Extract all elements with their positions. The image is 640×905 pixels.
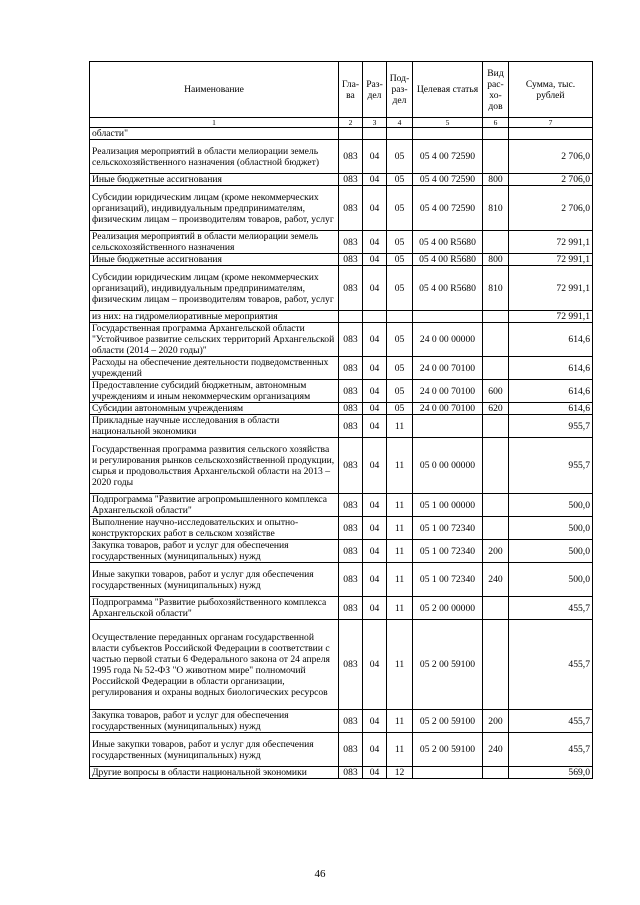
row-podrazdel: 05 [387, 357, 413, 380]
row-expense-type [483, 438, 509, 494]
row-razdel: 04 [363, 710, 387, 733]
row-podrazdel: 11 [387, 540, 413, 563]
column-number: 4 [387, 118, 413, 128]
row-target-article [413, 767, 483, 779]
row-name: Подпрограмма "Развитие агропромышленного комплекса Архангельской области" [90, 494, 339, 517]
row-razdel: 04 [363, 254, 387, 266]
row-target-article: 05 1 00 72340 [413, 517, 483, 540]
row-sum: 72 991,1 [509, 266, 593, 311]
row-podrazdel: 11 [387, 438, 413, 494]
row-expense-type [483, 357, 509, 380]
row-expense-type [483, 415, 509, 438]
row-target-article: 05 4 00 R5680 [413, 266, 483, 311]
table-row [90, 733, 593, 767]
row-podrazdel: 12 [387, 767, 413, 779]
table-row [90, 620, 593, 710]
row-target-article: 05 4 00 72590 [413, 140, 483, 174]
row-expense-type: 200 [483, 710, 509, 733]
row-target-article: 05 1 00 00000 [413, 494, 483, 517]
row-sum: 500,0 [509, 494, 593, 517]
table-row [90, 494, 593, 517]
row-expense-type [483, 311, 509, 323]
row-podrazdel: 11 [387, 517, 413, 540]
row-name: Иные закупки товаров, работ и услуг для обеспечения государственных (муниципальных) нужд [90, 733, 339, 767]
table-row [90, 710, 593, 733]
row-expense-type [483, 323, 509, 357]
row-podrazdel: 11 [387, 733, 413, 767]
row-target-article: 05 4 00 R5680 [413, 254, 483, 266]
row-name: Закупка товаров, работ и услуг для обеспечения государственных (муниципальных) нужд [90, 710, 339, 733]
row-podrazdel: 11 [387, 710, 413, 733]
row-podrazdel: 05 [387, 254, 413, 266]
row-sum: 500,0 [509, 517, 593, 540]
row-podrazdel [387, 311, 413, 323]
budget-table [89, 61, 593, 779]
table-row [90, 767, 593, 779]
row-podrazdel: 11 [387, 494, 413, 517]
row-razdel: 04 [363, 174, 387, 186]
column-number: 3 [363, 118, 387, 128]
row-expense-type [483, 517, 509, 540]
row-target-article: 05 1 00 72340 [413, 563, 483, 597]
table-row [90, 254, 593, 266]
table-row [90, 266, 593, 311]
row-target-article: 05 4 00 R5680 [413, 231, 483, 254]
column-number: 1 [90, 118, 339, 128]
row-glava: 083 [339, 540, 363, 563]
table-row [90, 438, 593, 494]
row-target-article [413, 311, 483, 323]
row-sum: 500,0 [509, 540, 593, 563]
row-name: области" [90, 128, 339, 140]
header-name: Наименование [90, 62, 339, 118]
row-glava: 083 [339, 767, 363, 779]
column-number: 6 [483, 118, 509, 128]
row-name: Государственная программа Архангельской области "Устойчивое развитие сельских территорий Архангельской области (2014 – 2020 годы)" [90, 323, 339, 357]
row-target-article: 24 0 00 70100 [413, 380, 483, 403]
row-name: Субсидии автономным учреждениям [90, 403, 339, 415]
header-target-article: Целевая статья [413, 62, 483, 118]
row-razdel: 04 [363, 357, 387, 380]
table-row [90, 415, 593, 438]
row-razdel: 04 [363, 438, 387, 494]
row-razdel: 04 [363, 767, 387, 779]
row-target-article: 05 2 00 59100 [413, 620, 483, 710]
row-name: Иные закупки товаров, работ и услуг для обеспечения государственных (муниципальных) нужд [90, 563, 339, 597]
row-expense-type: 200 [483, 540, 509, 563]
row-podrazdel: 05 [387, 266, 413, 311]
header-razdel: Раз-дел [363, 62, 387, 118]
row-glava: 083 [339, 174, 363, 186]
column-number-row [90, 118, 593, 128]
row-glava: 083 [339, 710, 363, 733]
row-name: Реализация мероприятий в области мелиорации земель сельскохозяйственного назначения [90, 231, 339, 254]
row-razdel: 04 [363, 597, 387, 620]
row-expense-type: 810 [483, 186, 509, 231]
header-podrazdel: Под-раз-дел [387, 62, 413, 118]
row-podrazdel [387, 128, 413, 140]
row-expense-type [483, 767, 509, 779]
row-sum: 72 991,1 [509, 311, 593, 323]
row-sum: 455,7 [509, 620, 593, 710]
header-glava: Гла-ва [339, 62, 363, 118]
row-podrazdel: 05 [387, 231, 413, 254]
row-podrazdel: 11 [387, 597, 413, 620]
row-glava: 083 [339, 415, 363, 438]
row-expense-type [483, 140, 509, 174]
page-number: 46 [314, 868, 326, 880]
row-target-article [413, 128, 483, 140]
row-razdel: 04 [363, 494, 387, 517]
row-glava: 083 [339, 231, 363, 254]
row-sum: 455,7 [509, 733, 593, 767]
table-row [90, 597, 593, 620]
row-sum: 72 991,1 [509, 254, 593, 266]
row-name: Прикладные научные исследования в области национальной экономики [90, 415, 339, 438]
row-name: Иные бюджетные ассигнования [90, 254, 339, 266]
row-target-article: 24 0 00 00000 [413, 323, 483, 357]
row-razdel: 04 [363, 733, 387, 767]
row-name: Государственная программа развития сельского хозяйства и регулирования рынков сельскохозяйственной продукции, сырья и продовольствия Архангельской области на 2013 – 2020 годы [90, 438, 339, 494]
row-glava: 083 [339, 403, 363, 415]
row-expense-type: 240 [483, 733, 509, 767]
row-name: Расходы на обеспечение деятельности подведомственных учреждений [90, 357, 339, 380]
row-sum: 2 706,0 [509, 140, 593, 174]
row-name: Осуществление переданных органам государственной власти субъектов Российской Федерации в соответствии с частью первой статьи 6 Федерального закона от 24 апреля 1995 года № 52-ФЗ "О животном мире" полномочий Российской Федерации в области организации, регулирования и охраны водных биологических ресурсов [90, 620, 339, 710]
table-row [90, 563, 593, 597]
header-sum: Сумма, тыс. рублей [509, 62, 593, 118]
row-name: Субсидии юридическим лицам (кроме некоммерческих организаций), индивидуальным предпринимателям, физическим лицам – производителям товаров, работ, услуг [90, 266, 339, 311]
row-sum [509, 128, 593, 140]
row-razdel [363, 128, 387, 140]
row-expense-type: 800 [483, 174, 509, 186]
row-podrazdel: 11 [387, 620, 413, 710]
row-name: Другие вопросы в области национальной экономики [90, 767, 339, 779]
row-podrazdel: 05 [387, 140, 413, 174]
row-target-article [413, 415, 483, 438]
column-number: 5 [413, 118, 483, 128]
row-razdel: 04 [363, 140, 387, 174]
table-row [90, 140, 593, 174]
row-expense-type: 600 [483, 380, 509, 403]
row-sum: 72 991,1 [509, 231, 593, 254]
row-target-article: 24 0 00 70100 [413, 357, 483, 380]
row-expense-type: 800 [483, 254, 509, 266]
row-expense-type: 810 [483, 266, 509, 311]
row-expense-type [483, 620, 509, 710]
table-row [90, 174, 593, 186]
row-sum: 614,6 [509, 403, 593, 415]
row-podrazdel: 11 [387, 415, 413, 438]
row-expense-type [483, 231, 509, 254]
row-expense-type [483, 128, 509, 140]
row-podrazdel: 05 [387, 323, 413, 357]
row-razdel: 04 [363, 563, 387, 597]
row-glava: 083 [339, 266, 363, 311]
row-glava: 083 [339, 380, 363, 403]
header-row [90, 62, 593, 118]
row-sum: 2 706,0 [509, 174, 593, 186]
row-target-article: 05 1 00 72340 [413, 540, 483, 563]
table-row [90, 517, 593, 540]
row-expense-type [483, 494, 509, 517]
row-glava: 083 [339, 733, 363, 767]
row-glava: 083 [339, 357, 363, 380]
row-glava: 083 [339, 140, 363, 174]
row-target-article: 05 2 00 59100 [413, 733, 483, 767]
row-expense-type: 620 [483, 403, 509, 415]
column-number: 2 [339, 118, 363, 128]
row-podrazdel: 05 [387, 186, 413, 231]
row-glava: 083 [339, 186, 363, 231]
row-podrazdel: 11 [387, 563, 413, 597]
column-number: 7 [509, 118, 593, 128]
row-sum: 569,0 [509, 767, 593, 779]
row-podrazdel: 05 [387, 403, 413, 415]
row-target-article: 05 4 00 72590 [413, 186, 483, 231]
row-name: Иные бюджетные ассигнования [90, 174, 339, 186]
row-sum: 955,7 [509, 438, 593, 494]
row-glava [339, 311, 363, 323]
row-expense-type [483, 597, 509, 620]
row-razdel: 04 [363, 380, 387, 403]
table-row [90, 540, 593, 563]
row-podrazdel: 05 [387, 174, 413, 186]
row-glava: 083 [339, 597, 363, 620]
row-name: Выполнение научно-исследовательских и опытно-конструкторских работ в сельском хозяйстве [90, 517, 339, 540]
row-glava: 083 [339, 323, 363, 357]
row-sum: 455,7 [509, 597, 593, 620]
table-row [90, 128, 593, 140]
row-podrazdel: 05 [387, 380, 413, 403]
table-body [90, 128, 593, 779]
row-target-article: 05 2 00 00000 [413, 597, 483, 620]
row-glava: 083 [339, 438, 363, 494]
row-razdel: 04 [363, 403, 387, 415]
row-target-article: 24 0 00 70100 [413, 403, 483, 415]
row-target-article: 05 0 00 00000 [413, 438, 483, 494]
table-row [90, 403, 593, 415]
row-razdel: 04 [363, 415, 387, 438]
header-expense-type: Вид рас-хо-дов [483, 62, 509, 118]
row-razdel: 04 [363, 266, 387, 311]
row-name: Реализация мероприятий в области мелиорации земель сельскохозяйственного назначения (областной бюджет) [90, 140, 339, 174]
row-sum: 614,6 [509, 380, 593, 403]
row-sum: 614,6 [509, 357, 593, 380]
row-target-article: 05 2 00 59100 [413, 710, 483, 733]
row-sum: 455,7 [509, 710, 593, 733]
row-name: Подпрограмма "Развитие рыбохозяйственного комплекса Архангельской области" [90, 597, 339, 620]
row-name: Предоставление субсидий бюджетным, автономным учреждениям и иным некоммерческим организациям [90, 380, 339, 403]
row-name: из них: на гидромелиоративные мероприятия [90, 311, 339, 323]
row-glava: 083 [339, 517, 363, 540]
row-glava: 083 [339, 563, 363, 597]
row-sum: 500,0 [509, 563, 593, 597]
row-glava: 083 [339, 620, 363, 710]
table-row [90, 231, 593, 254]
row-name: Субсидии юридическим лицам (кроме некоммерческих организаций), индивидуальным предпринимателям, физическим лицам – производителям товаров, работ, услуг [90, 186, 339, 231]
row-expense-type: 240 [483, 563, 509, 597]
row-sum: 955,7 [509, 415, 593, 438]
row-razdel: 04 [363, 620, 387, 710]
table-row [90, 186, 593, 231]
row-razdel [363, 311, 387, 323]
row-name: Закупка товаров, работ и услуг для обеспечения государственных (муниципальных) нужд [90, 540, 339, 563]
table-row [90, 380, 593, 403]
row-target-article: 05 4 00 72590 [413, 174, 483, 186]
row-glava: 083 [339, 494, 363, 517]
table-row [90, 357, 593, 380]
table-row [90, 311, 593, 323]
row-razdel: 04 [363, 231, 387, 254]
row-glava [339, 128, 363, 140]
row-sum: 614,6 [509, 323, 593, 357]
row-razdel: 04 [363, 540, 387, 563]
row-glava: 083 [339, 254, 363, 266]
row-razdel: 04 [363, 323, 387, 357]
row-razdel: 04 [363, 186, 387, 231]
row-sum: 2 706,0 [509, 186, 593, 231]
row-razdel: 04 [363, 517, 387, 540]
table-row [90, 323, 593, 357]
